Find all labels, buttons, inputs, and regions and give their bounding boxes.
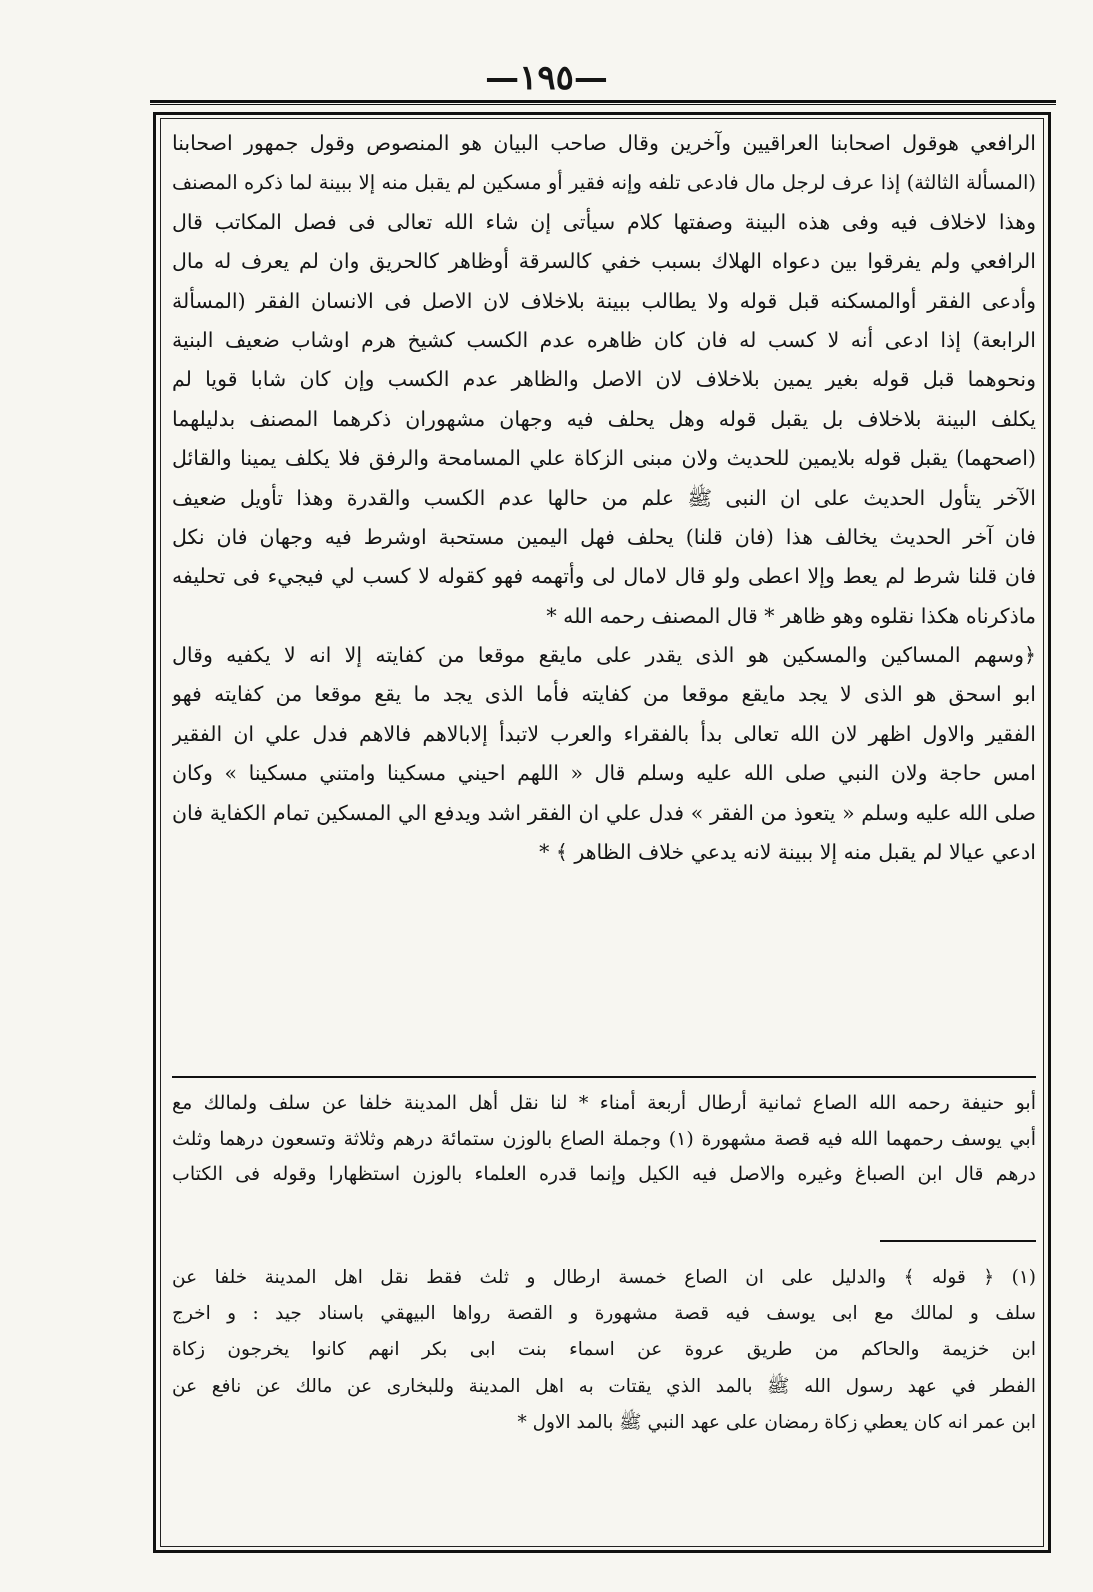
- text-line: الآخر يتأول الحديث على ان النبى ﷺ علم من حالها عدم الكسب والقدرة وهذا تأويل ضعيف: [172, 485, 1036, 510]
- text-line: فان آخر الحديث يخالف هذا (فان قلنا) يحلف فهل اليمين مستحبة اوشرط فيه وجهان فان نكل: [172, 524, 1036, 549]
- text-line: ادعي عيالا لم يقبل منه إلا ببينة لانه يدعي خلاف الظاهر ﴾ *: [539, 840, 1036, 865]
- text-line: الرافعي هوقول اصحابنا العراقيين وآخرين وقال صاحب البيان هو المنصوص وقول جمهور اصحابنا: [172, 131, 1036, 155]
- header-rule-thin: [150, 104, 1056, 105]
- text-line: امس حاجة ولان النبي صلى الله عليه وسلم قال « اللهم احيني مسكينا وامتني مسكينا » وكان: [172, 761, 1036, 786]
- text-line: وهذا لاخلاف فيه وفى هذه البينة وصفتها كلام سيأتى إن شاء الله تعالى فى فصل المكاتب قال: [172, 209, 1036, 234]
- footnote-line: (١) ﴿ قوله ﴾ والدليل على ان الصاع خمسة ارطال و ثلث فقط نقل اهل المدينة خلفا عن: [172, 1267, 1036, 1288]
- text-line: الفقير والاول اظهر لان الله تعالى بدأ بالفقراء والعرب لاتبدأ إلابالاهم فالاهم فدل علي ان الفقير: [172, 721, 1036, 746]
- section-rule: [172, 1076, 1036, 1078]
- footnote-1: [172, 1260, 1036, 1441]
- footnote-line: أبو حنيفة رحمه الله الصاع ثمانية أرطال أربعة أمناء * لنا نقل أهل المدينة خلفا عن سلف ولمالك مع: [172, 1092, 1036, 1114]
- footnote-line: ابن خزيمة والحاكم من طريق عروة عن اسماء بنت ابى بكر انهم كانوا يخرجون زكاة: [172, 1339, 1036, 1361]
- text-line: وأدعى الفقر أوالمسكنه قبل قوله ولا يطالب ببينة بلاخلاف لان الاصل فى الانسان الفقر (المسألة: [172, 288, 1036, 313]
- footnote-line: درهم قال ابن الصباغ وغيره والاصل فيه الكيل وإنما قدره العلماء بالوزن استظهارا وقوله فى الكتاب: [172, 1163, 1036, 1186]
- text-line: ونحوهما قبل قوله بغير يمين بلاخلاف لان الاصل والظاهر عدم الكسب وإن كان شابا قويا لم: [172, 367, 1036, 392]
- text-line: الرابعة) إذا ادعى أنه لا كسب له فان كان ظاهره عدم الكسب كشيخ هرم اوشاب ضعيف البنية: [172, 327, 1036, 352]
- footnote-line: الفطر في عهد رسول الله ﷺ بالمد الذي يقتات به اهل المدينة وللبخارى عن مالك عن نافع عن: [172, 1375, 1036, 1397]
- text-line: (اصحهما) يقبل قوله بلايمين للحديث ولان مبنى الزكاة علي المسامحة والرفق فلا يكلف يمينا والقائل: [172, 446, 1036, 471]
- text-line: صلى الله عليه وسلم « يتعوذ من الفقر » فدل علي ان الفقر اشد ويدفع الي المسكين تمام الكفاية فان: [172, 800, 1036, 825]
- text-line: ماذكرناه هكذا نقلوه وهو ظاهر * قال المصنف رحمه الله *: [546, 603, 1036, 628]
- footnote-continuation: [172, 1086, 1036, 1193]
- header-rule: [150, 100, 1056, 103]
- text-line: يكلف البينة بلاخلاف بل يقبل قوله وهل يحلف فيه وجهان مشهوران ذكرهما المصنف بدليلهما: [172, 406, 1036, 431]
- page-number: —١٩٥—: [485, 58, 608, 98]
- main-text: [172, 124, 1036, 872]
- footnote-line: أبي يوسف رحمهما الله فيه قصة مشهورة (١) وجملة الصاع بالوزن ستمائة درهم وثلاثة وتسعون درهما وثلث: [172, 1127, 1036, 1150]
- footnote-rule: [880, 1240, 1036, 1242]
- footnote-line: ابن عمر انه كان يعطي زكاة رمضان على عهد النبي ﷺ بالمد الاول *: [517, 1411, 1036, 1433]
- text-line: الرافعي ولم يفرقوا بين دعواه الهلاك بسبب خفي كالسرقة أوظاهر كالحريق وان لم يعرف له مال: [172, 249, 1036, 274]
- footnote-line: سلف و لمالك مع ابى يوسف فيه قصة مشهورة و القصة رواها البيهقي باسناد جيد : و اخرج: [172, 1303, 1036, 1325]
- text-line: ﴿وسهم المساكين والمسكين هو الذى يقدر على مايقع موقعا من كفايته إلا انه لا يكفيه وقال: [172, 643, 1036, 668]
- text-line: (المسألة الثالثة) إذا عرف لرجل مال فادعى تلفه وإنه فقير أو مسكين لم يقبل منه إلا ببينة لما ذكره المصنف: [172, 171, 1036, 195]
- text-line: ابو اسحق هو الذى لا يجد مايقع موقعا من كفايته فأما الذى يجد ما يقع موقعا من كفايته فهو: [172, 682, 1036, 707]
- text-line: فان قلنا شرط لم يعط وإلا اعطى ولو قال لامال لى وأتهمه فهو كقوله لا كسب لي فيجيء فى تحليفه: [172, 564, 1036, 589]
